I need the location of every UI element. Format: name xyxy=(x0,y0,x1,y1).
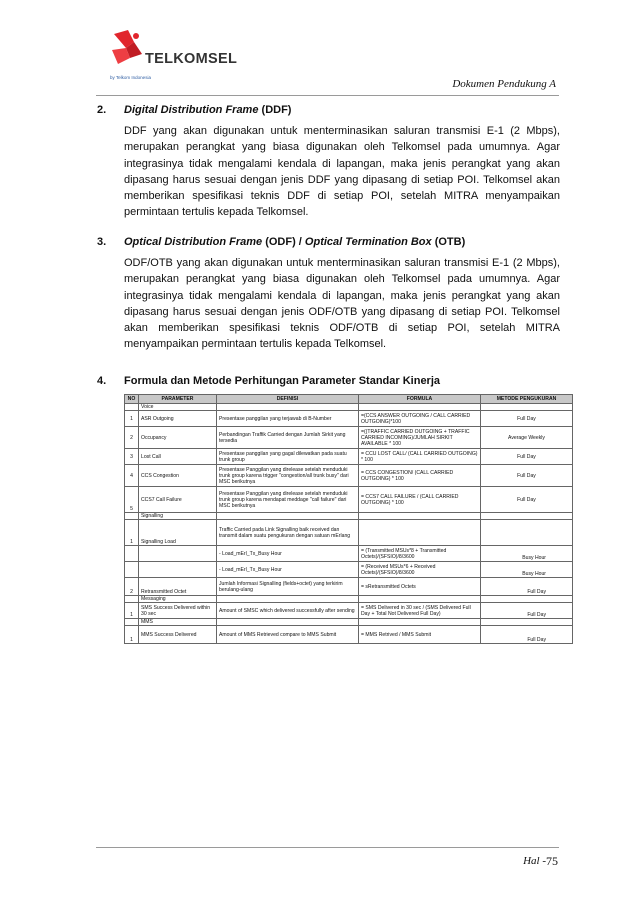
cell-metode: Busy Hour xyxy=(481,546,573,562)
column-header-no: NO xyxy=(125,395,139,404)
cell-formula: = sRetransmitted Octets xyxy=(359,578,481,596)
column-header-parameter: PARAMETER xyxy=(139,395,217,404)
cell-parameter: Retransmitted Octet xyxy=(139,578,217,596)
cell-formula: = (Received MSUs*6 + Received Octets)/(SFSIO)/8/3600 xyxy=(359,562,481,578)
cell-formula: =(CCS ANSWER OUTGOING / CALL CARRIED OUTGOING)*100 xyxy=(359,411,481,427)
section-number: 3. xyxy=(97,236,107,248)
document-title: Dokumen Pendukung A xyxy=(452,78,556,90)
cell-definisi: Presentase panggilan yang terjawab di B-Number xyxy=(217,411,359,427)
section-body: ODF/OTB yang akan digunakan untuk menterminasikan saluran transmisi E-1 (2 Mbps), merupakan perangkat yang biasa digunakan oleh Telkomsel pada umumnya. Agar integrasinya tidak mengalami kendala di lapangan, maka jenis perangkat yang akan dipasang harus sesuai dengan jenis ODF/OTB yang dipasang di setiap POI. Telkomsel akan memberikan spesifikasi teknis ODF/OTB di setiap POI, setelah MITRA menyampaikan permintaan tertulis kepada Telkomsel. xyxy=(124,257,560,351)
cell-metode: Full Day xyxy=(481,487,573,513)
section-title xyxy=(124,236,465,248)
table-row xyxy=(125,626,573,644)
kpi-table xyxy=(124,394,573,644)
cell-definisi: Amount of SMSC which delivered successfully after sending xyxy=(217,603,359,619)
cell-metode: Full Day xyxy=(481,603,573,619)
cell-parameter: CCS Congestion xyxy=(139,465,217,487)
column-header-definisi: DEFINISI xyxy=(217,395,359,404)
cell-definisi: Presentase Panggilan yang direlease setelah menduduki trunk group karena trigger "congestion/all trunk busy" dari MSC berikutnya xyxy=(217,465,359,487)
cell-no: 1 xyxy=(125,520,139,546)
table-row xyxy=(125,520,573,546)
cell-no: 1 xyxy=(125,626,139,644)
cell-formula: =((TRAFFIC CARRIED OUTGOING + TRAFFIC CARRIED INCOMING)/JUMLAH SIRKIT AVAILABLE * 100 xyxy=(359,427,481,449)
column-header-formula: FORMULA xyxy=(359,395,481,404)
logo-wordmark: TELKOMSEL xyxy=(145,51,238,67)
section-title-mid: (ODF) / xyxy=(262,236,305,248)
cell-metode: Full Day xyxy=(481,411,573,427)
cell-definisi: - Load_mErl_Tx_Busy Hour xyxy=(217,546,359,562)
section-body: DDF yang akan digunakan untuk menterminasikan saluran transmisi E-1 (2 Mbps), merupakan perangkat yang biasa digunakan oleh Telkomsel pada umumnya. Agar integrasinya tidak mengalami kendala di lapangan, maka jenis perangkat yang akan dipasang harus sesuai dengan jenis DDF yang dipasang di setiap POI. Telkomsel akan memberikan spesifikasi teknis DDF di setiap POI, setelah MITRA menyampaikan permintaan tertulis kepada Telkomsel. xyxy=(124,125,560,219)
section-number: 2. xyxy=(97,104,107,116)
page-label: Hal - xyxy=(523,855,546,867)
cell-no: 1 xyxy=(125,603,139,619)
cell-parameter: CCS7 Call Failure xyxy=(139,487,217,513)
header-divider xyxy=(96,95,559,96)
cell-no: 2 xyxy=(125,578,139,596)
telkomsel-logo xyxy=(108,28,258,84)
table-row xyxy=(125,487,573,513)
group-row xyxy=(125,513,573,520)
cell-definisi: Perbandingan Traffik Carried dengan Jumlah Sirkit yang tersedia xyxy=(217,427,359,449)
logo-subtitle: by Telkom Indonesia xyxy=(110,75,151,80)
group-label-voice: Voice xyxy=(139,404,217,411)
table-header-row xyxy=(125,395,573,404)
cell-no: 5 xyxy=(125,487,139,513)
footer-divider xyxy=(96,847,559,848)
cell-parameter: Occupancy xyxy=(139,427,217,449)
cell-parameter: MMS Success Delivered xyxy=(139,626,217,644)
column-header-metode: METODE PENGUKURAN xyxy=(481,395,573,404)
table-row xyxy=(125,603,573,619)
cell-definisi: Presentase Panggilan yang direlease setelah menduduki trunk group karena mendapat meddage "call failure" dari MSC berikutnya xyxy=(217,487,359,513)
section-title-italic-2: Optical Termination Box xyxy=(304,236,432,248)
cell-formula: = (Transmitted MSUs*8 + Transmitted Octets)/(SFSIO)/8/3600 xyxy=(359,546,481,562)
cell-definisi: Jumlah Informasi Signalling (fields+octet) yang terkirim berulang-ulang xyxy=(217,578,359,596)
page-number: 75 xyxy=(546,854,558,868)
cell-metode: Full Day xyxy=(481,449,573,465)
cell-definisi: Presentase panggilan yang gagal dilewatkan pada suatu trunk group xyxy=(217,449,359,465)
cell-formula: = CCS CONGESTION/ (CALL CARRIED OUTGOING) * 100 xyxy=(359,465,481,487)
section-number: 4. xyxy=(97,375,107,387)
section-title: Formula dan Metode Perhitungan Parameter Standar Kinerja xyxy=(124,375,441,387)
section-title xyxy=(124,104,291,116)
table-row xyxy=(125,427,573,449)
cell-definisi: - Load_mErl_Tx_Busy Hour xyxy=(217,562,359,578)
section-title-rest: (DDF) xyxy=(258,104,292,116)
table-row xyxy=(125,578,573,596)
cell-metode: Full Day xyxy=(481,626,573,644)
table-row xyxy=(125,449,573,465)
cell-formula: = CCU LOST CALL/ (CALL CARRIED OUTGOING) * 100 xyxy=(359,449,481,465)
cell-metode: Full Day xyxy=(481,578,573,596)
group-row xyxy=(125,596,573,603)
cell-parameter: ASR Outgoing xyxy=(139,411,217,427)
group-label-mms: MMS xyxy=(139,619,217,626)
group-label-signalling: Signalling xyxy=(139,513,217,520)
cell-parameter: Signalling Load xyxy=(139,520,217,546)
table-row xyxy=(125,546,573,562)
table-row xyxy=(125,562,573,578)
cell-no: 1 xyxy=(125,411,139,427)
cell-no: 3 xyxy=(125,449,139,465)
section-title-rest: (OTB) xyxy=(431,236,466,248)
table-row xyxy=(125,411,573,427)
cell-definisi: Traffic Carried pada Link Signalling baik received dan transmit dalam suatu pengukuran dengan satuan mErlang xyxy=(217,520,359,546)
cell-formula: = SMS Delivered in 30 sec / (SMS Delivered Full Day + Total Not Delivered Full Day) xyxy=(359,603,481,619)
cell-metode: Busy Hour xyxy=(481,562,573,578)
group-row xyxy=(125,619,573,626)
cell-formula: = MMS Retrived / MMS Submit xyxy=(359,626,481,644)
cell-parameter: SMS Success Delivered within 30 sec xyxy=(139,603,217,619)
cell-parameter: Lost Call xyxy=(139,449,217,465)
cell-metode: Full Day xyxy=(481,465,573,487)
group-label-messaging: Messaging xyxy=(139,596,217,603)
section-title-italic: Digital Distribution Frame xyxy=(124,104,259,116)
group-row xyxy=(125,404,573,411)
cell-no: 2 xyxy=(125,427,139,449)
table-row xyxy=(125,465,573,487)
cell-definisi: Amount of MMS Retrieved compare to MMS Submit xyxy=(217,626,359,644)
cell-metode: Average Weekly xyxy=(481,427,573,449)
telkomsel-mark-icon xyxy=(108,28,148,72)
section-title-italic: Optical Distribution Frame xyxy=(124,236,263,248)
cell-no: 4 xyxy=(125,465,139,487)
cell-formula: = CCS7 CALL FAILURE / (CALL CARRIED OUTGOING) * 100 xyxy=(359,487,481,513)
